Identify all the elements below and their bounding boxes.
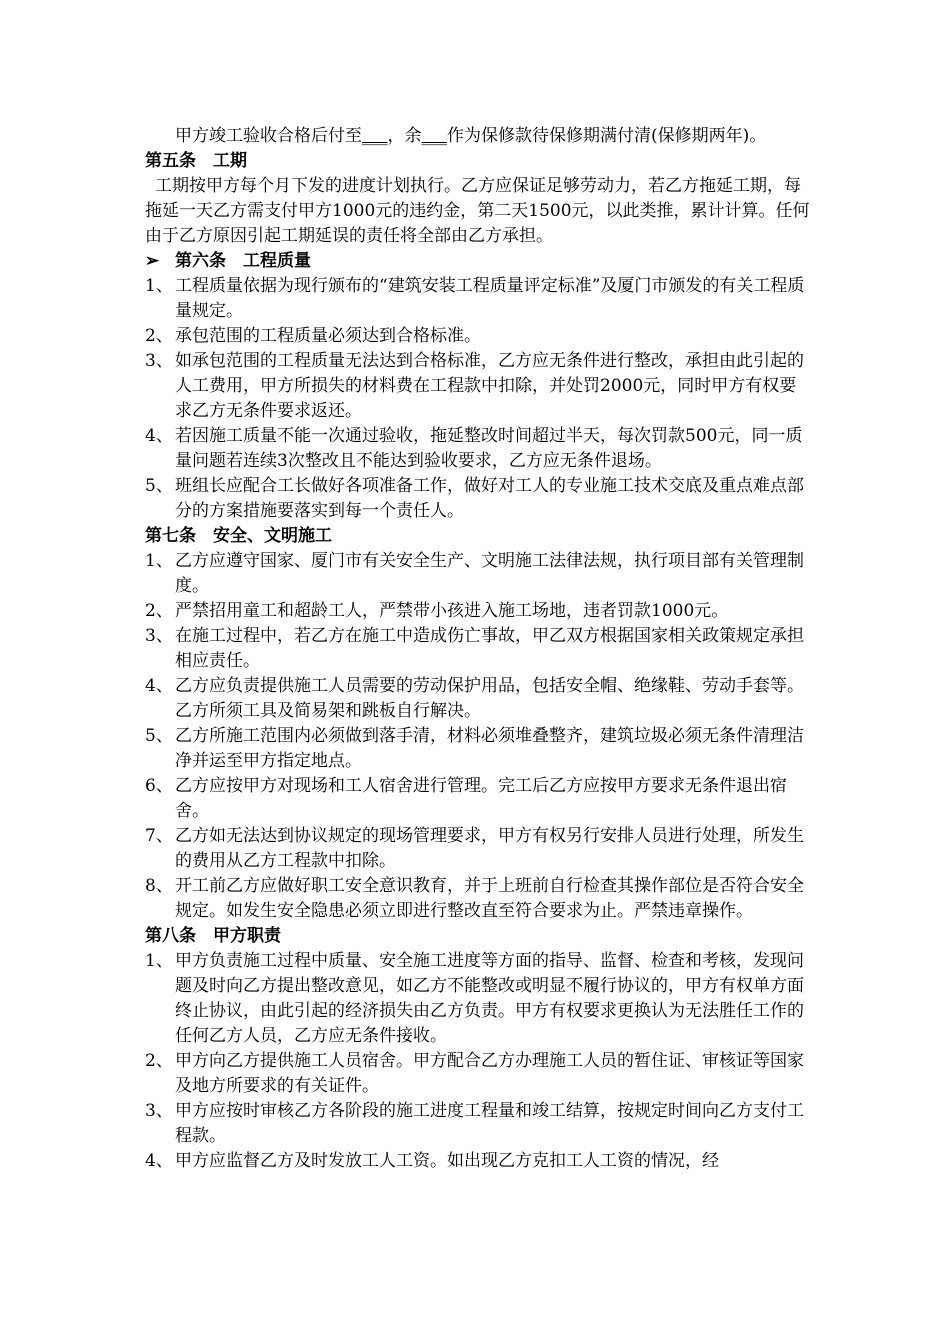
article-8-list <box>145 949 810 1174</box>
list-item-text: 如承包范围的工程质量无法达到合格标准，乙方应无条件进行整改，承担由此引起的人工费用，甲方所损失的材料费在工程款中扣除，并处罚2000元，同时甲方有权要求乙方无条件要求返还。 <box>175 351 804 421</box>
list-item-number: 6、 <box>145 776 173 796</box>
list-item-text: 在施工过程中，若乙方在施工中造成伤亡事故，甲乙双方根据国家相关政策规定承担相应责任。 <box>175 626 804 671</box>
list-item-number: 2、 <box>145 1051 173 1071</box>
list-item <box>145 274 810 324</box>
list-item <box>145 774 810 824</box>
article-6-heading <box>145 249 810 274</box>
list-item-text: 乙方应负责提供施工人员需要的劳动保护用品，包括安全帽、绝缘鞋、劳动手套等。乙方所须工具及简易架和跳板自行解决。 <box>175 676 804 721</box>
list-item-number: 5、 <box>145 476 173 496</box>
list-item <box>145 624 810 674</box>
list-item-text: 班组长应配合工长做好各项准备工作，做好对工人的专业施工技术交底及重点难点部分的方案措施要落实到每一个责任人。 <box>175 476 804 521</box>
payment-text-3: 作为保修款待保修期满付清(保修期两年)。 <box>447 126 767 146</box>
list-item-number: 7、 <box>145 826 173 846</box>
list-item <box>145 424 810 474</box>
list-item-number: 3、 <box>145 626 173 646</box>
list-item-text: 乙方应按甲方对现场和工人宿舍进行管理。完工后乙方应按甲方要求无条件退出宿舍。 <box>175 776 787 821</box>
payment-blank-1: ___ <box>362 126 388 146</box>
payment-terms-paragraph <box>145 124 810 149</box>
list-item <box>145 474 810 524</box>
list-item-number: 5、 <box>145 726 173 746</box>
list-item <box>145 674 810 724</box>
list-item-text: 若因施工质量不能一次通过验收，拖延整改时间超过半天，每次罚款500元，同一质量问题若连续3次整改且不能达到验收要求，乙方应无条件退场。 <box>175 426 803 471</box>
list-item-number: 4、 <box>145 1151 173 1171</box>
list-item-number: 4、 <box>145 676 173 696</box>
list-item-number: 2、 <box>145 601 173 621</box>
article-8-heading: 第八条 甲方职责 <box>145 926 281 946</box>
list-item-text: 乙方应遵守国家、厦门市有关安全生产、文明施工法律法规，执行项目部有关管理制度。 <box>175 551 804 596</box>
list-item-text: 开工前乙方应做好职工安全意识教育，并于上班前自行检查其操作部位是否符合安全规定。如发生安全隐患必须立即进行整改直至符合要求为止。严禁违章操作。 <box>175 876 804 921</box>
list-item <box>145 949 810 1049</box>
list-item-number: 1、 <box>145 551 173 571</box>
list-item-text: 工程质量依据为现行颁布的“建筑安装工程质量评定标准”及厦门市颁发的有关工程质量规定。 <box>175 276 805 321</box>
list-item-number: 4、 <box>145 426 173 446</box>
arrow-bullet-icon: ➢ <box>145 251 160 271</box>
list-item-number: 2、 <box>145 326 173 346</box>
article-5-heading: 第五条 工期 <box>145 151 247 171</box>
list-item-text: 甲方应监督乙方及时发放工人工资。如出现乙方克扣工人工资的情况，经 <box>175 1151 719 1171</box>
list-item-text: 乙方如无法达到协议规定的现场管理要求，甲方有权另行安排人员进行处理，所发生的费用从乙方工程款中扣除。 <box>175 826 804 871</box>
list-item-text: 严禁招用童工和超龄工人，严禁带小孩进入施工场地，违者罚款1000元。 <box>175 601 729 621</box>
article-7-list <box>145 549 810 924</box>
list-item-text: 甲方应按时审核乙方各阶段的施工进度工程量和竣工结算，按规定时间向乙方支付工程款。 <box>175 1101 804 1146</box>
list-item <box>145 874 810 924</box>
article-6-heading-text: 第六条 工程质量 <box>175 251 311 271</box>
article-5-body: 工期按甲方每个月下发的进度计划执行。乙方应保证足够劳动力，若乙方拖延工期，每拖延一天乙方需支付甲方1000元的违约金，第二天1500元，以此类推，累计计算。任何由于乙方原因引起工期延误的责任将全部由乙方承担。 <box>145 176 810 246</box>
document-content <box>145 124 810 1174</box>
list-item-text: 乙方所施工范围内必须做到落手清，材料必须堆叠整齐，建筑垃圾必须无条件清理洁净并运至甲方指定地点。 <box>175 726 804 771</box>
list-item-number: 1、 <box>145 276 173 296</box>
article-6-list <box>145 274 810 524</box>
payment-text-1: 甲方竣工验收合格后付至 <box>175 126 362 146</box>
list-item <box>145 349 810 424</box>
list-item-text: 承包范围的工程质量必须达到合格标准。 <box>175 326 481 346</box>
list-item <box>145 1049 810 1099</box>
list-item-text: 甲方向乙方提供施工人员宿舍。甲方配合乙方办理施工人员的暂住证、审核证等国家及地方所要求的有关证件。 <box>175 1051 804 1096</box>
list-item <box>145 824 810 874</box>
list-item-text: 甲方负责施工过程中质量、安全施工进度等方面的指导、监督、检查和考核，发现问题及时向乙方提出整改意见，如乙方不能整改或明显不履行协议的，甲方有权单方面终止协议，由此引起的经济损失由乙方负责。甲方有权要求更换认为无法胜任工作的任何乙方人员，乙方应无条件接收。 <box>175 951 804 1046</box>
list-item-number: 1、 <box>145 951 173 971</box>
list-item <box>145 1099 810 1149</box>
list-item <box>145 1149 810 1174</box>
list-item <box>145 549 810 599</box>
article-7-heading: 第七条 安全、文明施工 <box>145 526 332 546</box>
list-item-number: 8、 <box>145 876 173 896</box>
list-item-number: 3、 <box>145 1101 173 1121</box>
list-item <box>145 324 810 349</box>
list-item-number: 3、 <box>145 351 173 371</box>
payment-blank-2: ___ <box>421 126 447 146</box>
list-item <box>145 599 810 624</box>
payment-text-2: ，余 <box>387 126 422 146</box>
list-item <box>145 724 810 774</box>
